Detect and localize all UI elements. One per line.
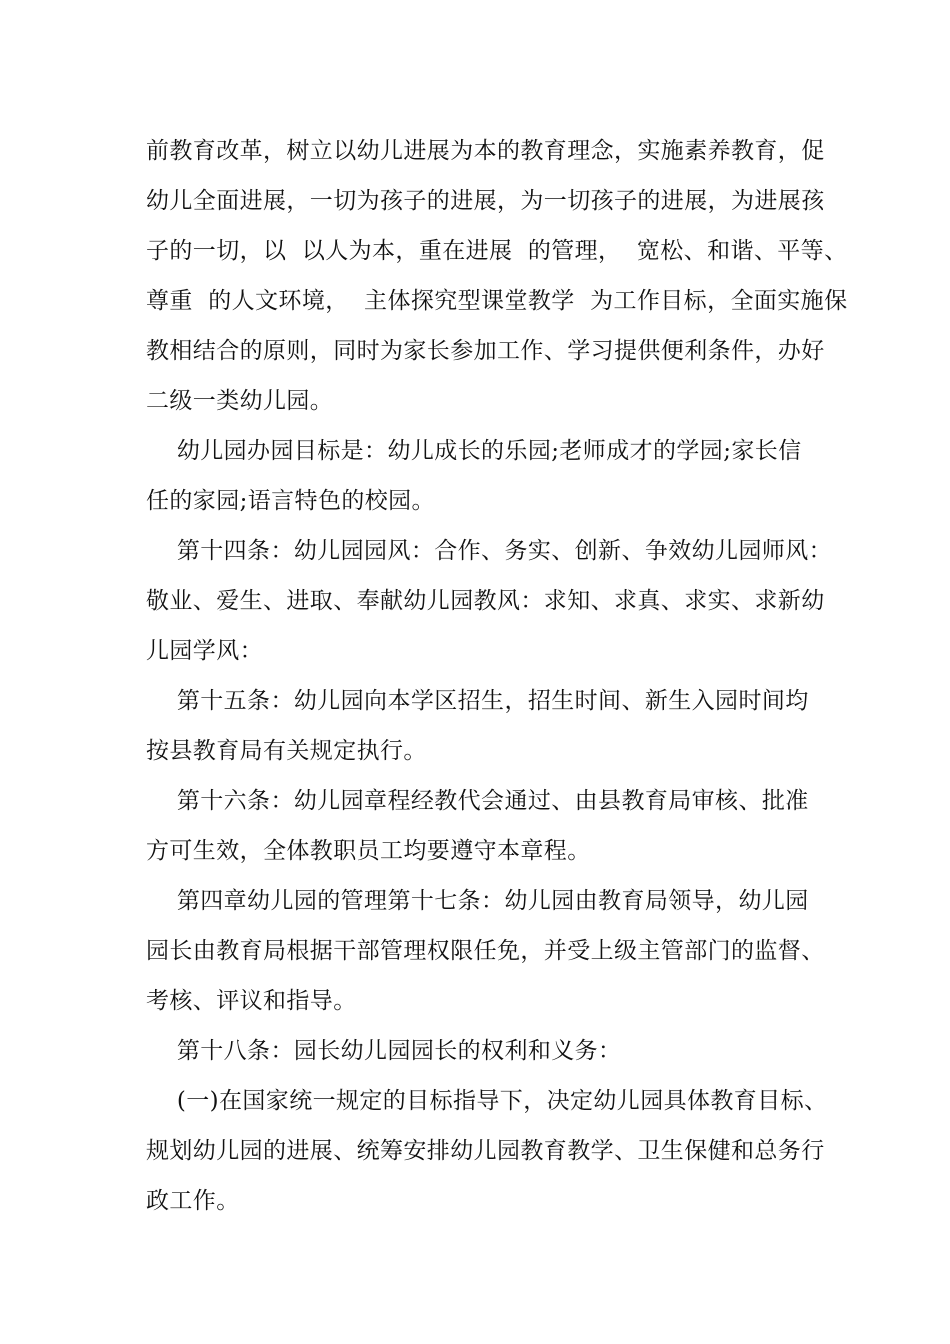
text-line: 任的家园;语言特色的校园。 xyxy=(146,488,435,514)
document-body xyxy=(146,133,848,1233)
text-line: (一)在国家统一规定的目标指导下，决定幼儿园具体教育目标、 xyxy=(146,1088,828,1114)
text-line: 子的一切，以 以人为本，重在进展 的管理， 宽松、和谐、平等、 xyxy=(146,238,848,264)
text-line: 前教育改革，树立以幼儿进展为本的教育理念，实施素养教育，促 xyxy=(146,138,825,164)
text-line: 园长由教育局根据干部管理权限任免，并受上级主管部门的监督、 xyxy=(146,938,825,964)
text-line: 第十六条：幼儿园章程经教代会通过、由县教育局审核、批准 xyxy=(146,788,809,814)
text-line: 第十八条：园长幼儿园园长的权利和义务： xyxy=(146,1038,622,1064)
text-line: 规划幼儿园的进展、统筹安排幼儿园教育教学、卫生保健和总务行 xyxy=(146,1138,825,1164)
text-line: 幼儿园办园目标是：幼儿成长的乐园;老师成才的学园;家长信 xyxy=(146,438,802,464)
text-line: 尊重 的人文环境， 主体探究型课堂教学 为工作目标，全面实施保 xyxy=(146,288,848,314)
text-line: 第十五条：幼儿园向本学区招生，招生时间、新生入园时间均 xyxy=(146,688,809,714)
text-line: 考核、评议和指导。 xyxy=(146,988,357,1014)
text-line: 教相结合的原则，同时为家长参加工作、学习提供便利条件，办好 xyxy=(146,338,825,364)
text-line: 敬业、爱生、进取、奉献幼儿园教风：求知、求真、求实、求新幼 xyxy=(146,588,825,614)
text-line: 儿园学风： xyxy=(146,638,263,664)
text-line: 二级一类幼儿园。 xyxy=(146,388,334,414)
text-line: 按县教育局有关规定执行。 xyxy=(146,738,427,764)
text-line: 政工作。 xyxy=(146,1188,240,1214)
text-line: 方可生效，全体教职员工均要遵守本章程。 xyxy=(146,838,591,864)
text-line: 第十四条：幼儿园园风：合作、务实、创新、争效幼儿园师风： xyxy=(146,538,833,564)
text-line: 幼儿全面进展，一切为孩子的进展，为一切孩子的进展，为进展孩 xyxy=(146,188,825,214)
text-line: 第四章幼儿园的管理第十七条：幼儿园由教育局领导，幼儿园 xyxy=(146,888,809,914)
